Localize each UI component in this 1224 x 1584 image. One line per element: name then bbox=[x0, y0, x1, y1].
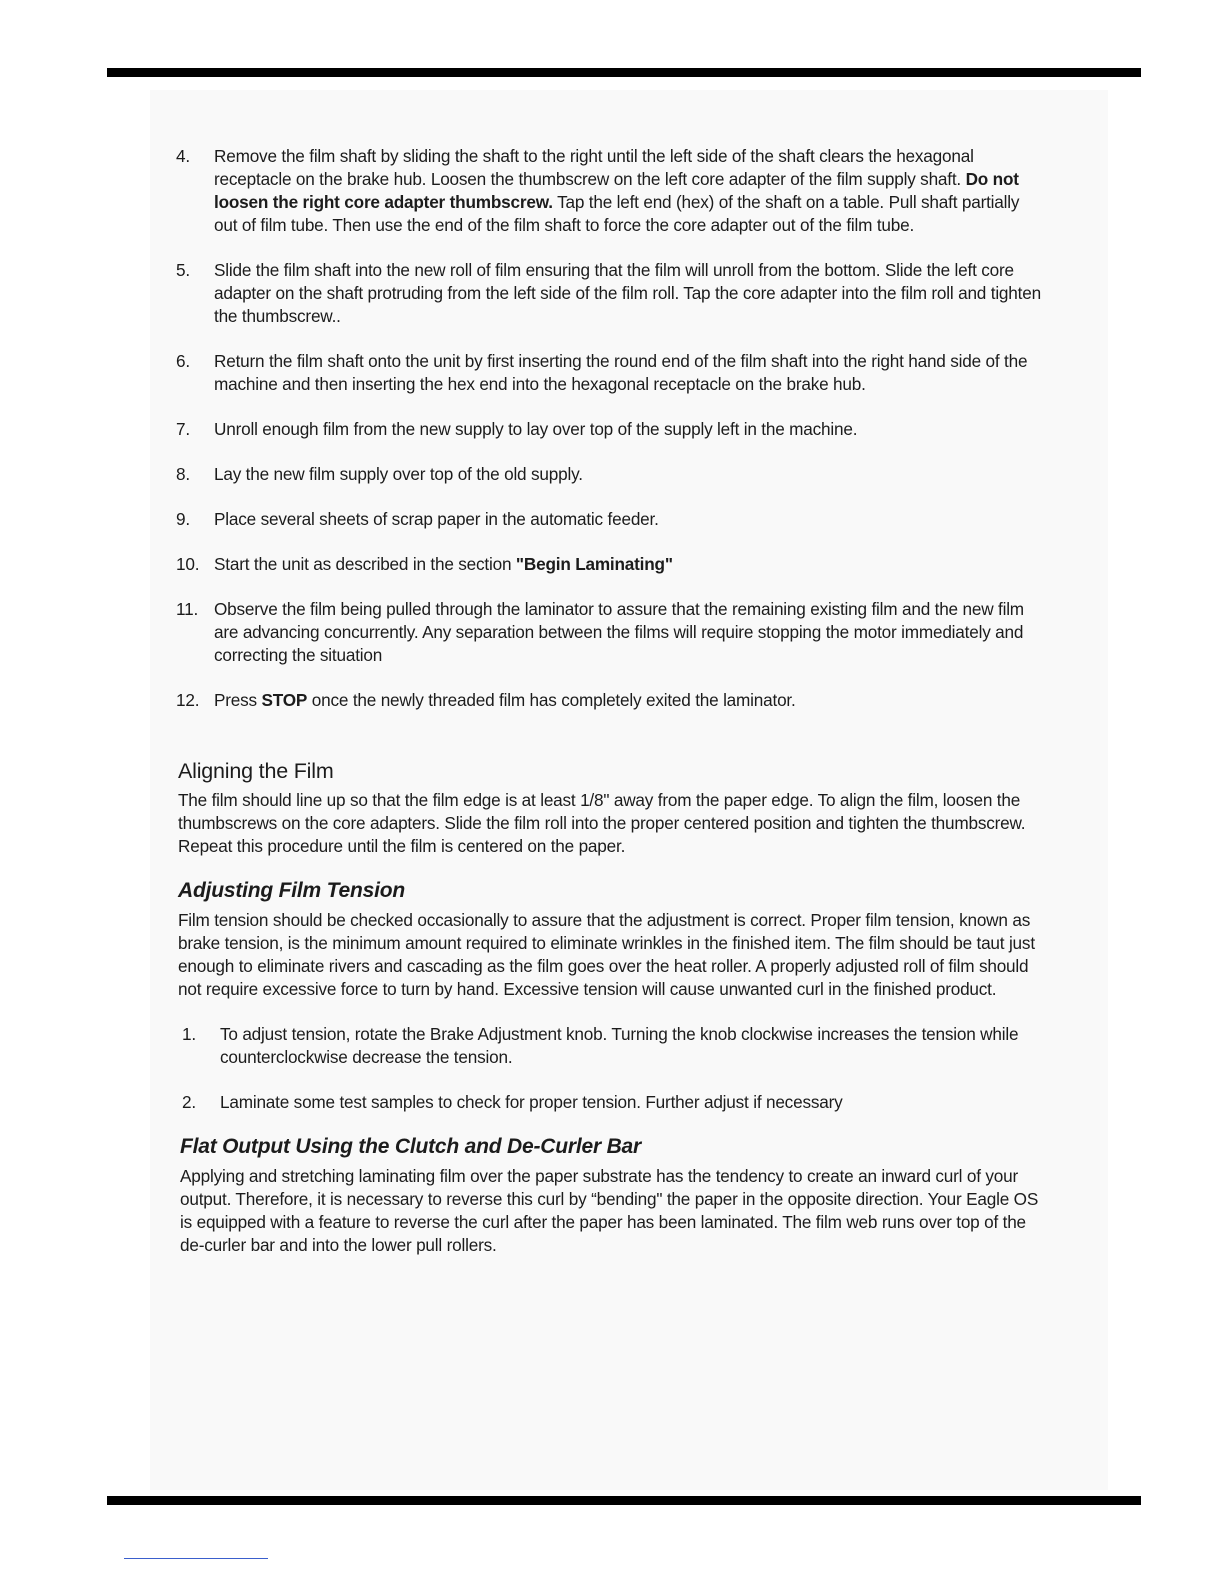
tension-steps bbox=[180, 1023, 1044, 1114]
step-text: Unroll enough film from the new supply to lay over top of the supply left in the machine. bbox=[214, 419, 858, 439]
flat-output-heading: Flat Output Using the Clutch and De-Curler Bar bbox=[180, 1135, 641, 1158]
top-rule bbox=[107, 68, 1141, 77]
tension-paragraph: Film tension should be checked occasionally to assure that the adjustment is correct. Proper film tension, known as brake tension, is the minimum amount required to eliminate wrinkles in the finished item. The film should be taut just enough to eliminate rivers and cascading as the film goes over the heat roller. A properly adjusted roll of film should not require excessive force to turn by hand. Excessive tension will cause unwanted curl in the finished product. bbox=[178, 910, 1035, 999]
step-text-part: Press bbox=[214, 690, 262, 710]
step-text-part: Start the unit as described in the section bbox=[214, 554, 516, 574]
step-number: 9. bbox=[176, 509, 190, 529]
step-5 bbox=[174, 259, 1044, 328]
footnote-rule bbox=[124, 1558, 268, 1559]
bottom-rule bbox=[107, 1496, 1141, 1505]
step-text: Place several sheets of scrap paper in the automatic feeder. bbox=[214, 509, 659, 529]
step-10 bbox=[174, 553, 1044, 576]
step-number: 5. bbox=[176, 260, 190, 280]
step-text bbox=[214, 145, 1044, 237]
step-text: Observe the film being pulled through the laminator to assure that the remaining existing film and the new film are advancing concurrently. Any separation between the films will require stopping the motor immediately and correcting the situation bbox=[214, 599, 1024, 665]
step-11 bbox=[174, 598, 1044, 667]
aligning-heading: Aligning the Film bbox=[178, 759, 334, 783]
tension-step-1 bbox=[180, 1023, 1044, 1069]
step-text: Lay the new film supply over top of the old supply. bbox=[214, 464, 583, 484]
step-text: Slide the film shaft into the new roll of film ensuring that the film will unroll from the bottom. Slide the left core adapter on the shaft protruding from the left side of the film roll. Tap the core adapter into the film roll and tighten the thumbscrew.. bbox=[214, 260, 1041, 326]
step-text-part: once the newly threaded film has completely exited the laminator. bbox=[307, 690, 796, 710]
step-number: 1. bbox=[182, 1024, 196, 1044]
step-text: Laminate some test samples to check for proper tension. Further adjust if necessary bbox=[220, 1092, 843, 1112]
step-7 bbox=[174, 418, 1044, 441]
step-number: 4. bbox=[176, 146, 190, 166]
step-9 bbox=[174, 508, 1044, 531]
aligning-paragraph: The film should line up so that the film edge is at least 1/8" away from the paper edge. To align the film, loosen the thumbscrews on the core adapters. Slide the film roll into the proper centered position and tighten the thumbscrew. Repeat this procedure until the film is centered on the paper. bbox=[178, 790, 1026, 856]
step-text: Return the film shaft onto the unit by first inserting the round end of the film shaft into the right hand side of the machine and then inserting the hex end into the hexagonal receptacle on the brake hub. bbox=[214, 351, 1028, 394]
step-number: 6. bbox=[176, 351, 190, 371]
step-text bbox=[214, 553, 1044, 576]
step-number: 12. bbox=[176, 690, 200, 710]
stop-keyword: STOP bbox=[261, 690, 308, 710]
step-number: 7. bbox=[176, 419, 190, 439]
step-12 bbox=[174, 689, 1044, 712]
step-4 bbox=[174, 145, 1044, 237]
step-bold-warning: Do not loosen the right core adapter thumbscrew. bbox=[214, 169, 1019, 212]
step-number: 11. bbox=[176, 599, 199, 619]
flat-output-paragraph: Applying and stretching laminating film over the paper substrate has the tendency to create an inward curl of your output. Therefore, it is necessary to reverse this curl by “bending" the paper in the opposite direction. Your Eagle OS is equipped with a feature to reverse the curl after the paper has been laminated. The film web runs over top of the de-curler bar and into the lower pull rollers. bbox=[180, 1166, 1039, 1255]
step-6 bbox=[174, 350, 1044, 396]
step-number: 2. bbox=[182, 1092, 196, 1112]
step-number: 8. bbox=[176, 464, 190, 484]
step-8 bbox=[174, 463, 1044, 486]
step-text: To adjust tension, rotate the Brake Adjustment knob. Turning the knob clockwise increases the tension while counterclockwise decrease the tension. bbox=[220, 1024, 1019, 1067]
section-reference: "Begin Laminating" bbox=[515, 554, 673, 574]
step-text-part: Remove the film shaft by sliding the shaft to the right until the left side of the shaft clears the hexagonal receptacle on the brake hub. Loosen the thumbscrew on the left core adapter of the film supply shaft. bbox=[214, 146, 974, 189]
document-body bbox=[174, 145, 1044, 1257]
step-text bbox=[214, 689, 1044, 712]
step-text-part: Tap the left end (hex) of the shaft on a table. Pull shaft partially out of film tube. Then use the end of the film shaft to force the core adapter out of the film tube. bbox=[214, 192, 1020, 235]
step-number: 10. bbox=[176, 554, 200, 574]
tension-heading: Adjusting Film Tension bbox=[178, 879, 405, 902]
tension-step-2 bbox=[180, 1091, 1044, 1114]
